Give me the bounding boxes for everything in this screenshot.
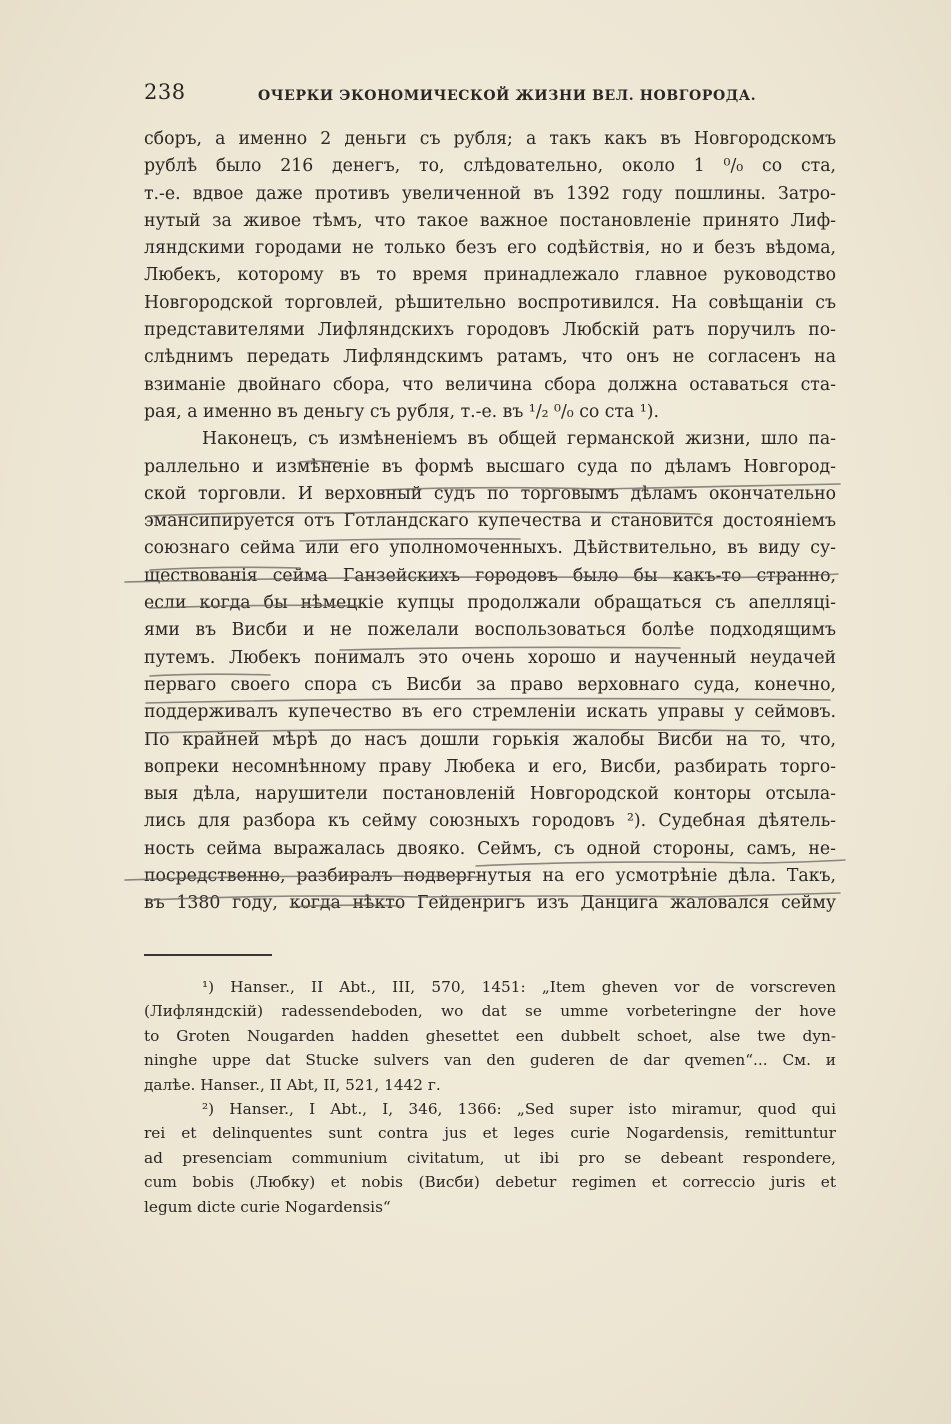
text-line: Любекъ, которому въ то время принадлежало главное руководство: [144, 265, 836, 286]
text-line: ность сейма выражалась двояко. Сеймъ, съ одной стороны, самъ, не-: [144, 838, 836, 859]
text-line: посредственно, разбиралъ подвергнутыя на его усмотрѣніе дѣла. Такъ,: [144, 866, 836, 887]
text-line: Наконецъ, съ измѣненіемъ въ общей германской жизни, шло па-: [202, 429, 836, 450]
page-number: 238: [144, 80, 186, 104]
text-line: ской торговли. И верховный судъ по торговымъ дѣламъ окончательно: [144, 483, 836, 504]
text-line: рая, а именно въ деньгу съ рубля, т.-е. въ ¹/₂ ⁰/₀ со ста ¹).: [144, 401, 660, 422]
text-line: ями въ Висби и не пожелали воспользоваться болѣе подходящимъ: [144, 620, 836, 641]
footnote-line: rei et delinquentes sunt contra jus et leges curie Nogardensis, remittuntur: [144, 1124, 836, 1143]
text-line: взиманіе двойнаго сбора, что величина сбора должна оставаться ста-: [144, 374, 836, 395]
footnote-line: legum dicte curie Nogardensis“: [144, 1197, 391, 1216]
footnote-line: (Лифляндскій) radessendeboden, wo dat se umme vorbeteringne der hove: [144, 1002, 836, 1021]
text-line: въ 1380 году, когда нѣкто Гейденригъ изъ Данцига жаловался сейму: [144, 893, 836, 914]
footnote-line: to Groten Nougarden hadden ghesettet een dubbelt schoet, alse twe dyn-: [144, 1026, 836, 1045]
text-line: эмансипируется отъ Готландскаго купечества и становится достояніемъ: [144, 511, 836, 532]
footnotes: [144, 975, 836, 1219]
footnote-line: ad presenciam communium civitatum, ut ibi pro se debeant respondere,: [144, 1148, 836, 1167]
footnote-line: cum bobis (Любку) et nobis (Висби) debetur regimen et correccio juris et: [144, 1173, 836, 1192]
text-line: раллельно и измѣненіе въ формѣ высшаго суда по дѣламъ Новгород-: [144, 456, 836, 477]
text-line: слѣднимъ передать Лифляндскимъ ратамъ, что онъ не согласенъ на: [144, 347, 836, 368]
footnote-line: ²) Hanser., I Abt., I, 346, 1366: „Sed super isto miramur, quod qui: [202, 1099, 836, 1118]
text-line: рублѣ было 216 денегъ, то, слѣдовательно, около 1 ⁰/₀ со ста,: [144, 156, 836, 177]
text-line: Новгородской торговлей, рѣшительно воспротивился. На совѣщаніи съ: [144, 292, 836, 313]
text-line: вопреки несомнѣнному праву Любека и его, Висби, разбирать торго-: [144, 756, 836, 777]
text-line: путемъ. Любекъ понималъ это очень хорошо и наученный неудачей: [144, 647, 836, 668]
running-title: ОЧЕРКИ ЭКОНОМИЧЕСКОЙ ЖИЗНИ ВЕЛ. НОВГОРОДА.: [258, 88, 757, 104]
text-line: т.-е. вдвое даже противъ увеличенной въ 1392 году пошлины. Затро-: [144, 183, 836, 204]
text-line: союзнаго сейма или его уполномоченныхъ. Дѣйствительно, въ виду су-: [144, 538, 836, 559]
text-line: нутый за живое тѣмъ, что такое важное постановленіе принято Лиф-: [144, 210, 836, 231]
text-line: выя дѣла, нарушители постановленій Новгородской конторы отсыла-: [144, 784, 836, 805]
text-line: представителями Лифляндскихъ городовъ Любскій ратъ поручилъ по-: [144, 320, 836, 341]
text-line: если когда бы нѣмецкіе купцы продолжали обращаться съ апелляці-: [144, 593, 836, 614]
text-line: По крайней мѣрѣ до насъ дошли горькія жалобы Висби на то, что,: [144, 729, 836, 750]
page-header: [144, 80, 834, 110]
footnote-line: далѣе. Hanser., II Abt, II, 521, 1442 г.: [144, 1075, 441, 1094]
text-line: поддерживалъ купечество въ его стремленіи искать управы у сеймовъ.: [144, 702, 836, 723]
footnote-line: ¹) Hanser., II Abt., III, 570, 1451: „Item gheven vor de vorscreven: [202, 978, 836, 996]
text-line: лись для разбора къ сейму союзныхъ городовъ ²). Судебная дѣятель-: [144, 811, 836, 832]
text-line: перваго своего спора съ Висби за право верховнаго суда, конечно,: [144, 674, 836, 695]
footnote-separator: [144, 954, 272, 956]
text-line: ляндскими городами не только безъ его содѣйствія, но и безъ вѣдома,: [144, 238, 836, 259]
footnote-line: ninghe uppe dat Stucke sulvers van den guderen de dar qvemen“... См. и: [144, 1051, 836, 1070]
text-line: ществованія сейма Ганзейскихъ городовъ было бы какъ-то странно,: [144, 565, 836, 586]
main-text: [144, 126, 836, 918]
text-line: сборъ, а именно 2 деньги съ рубля; а такъ какъ въ Новгородскомъ: [144, 129, 836, 149]
